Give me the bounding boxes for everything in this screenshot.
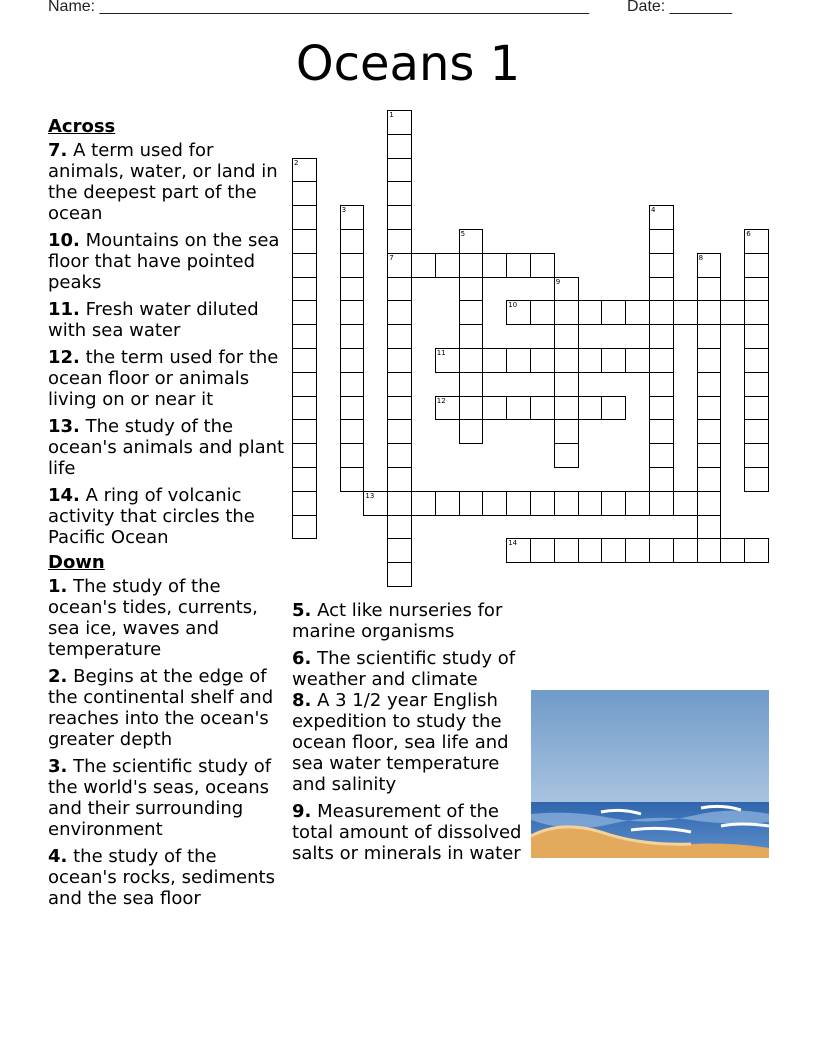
- grid-cell[interactable]: [554, 538, 579, 563]
- clue-number-label: 11: [436, 349, 446, 357]
- grid-cell[interactable]: [649, 229, 674, 254]
- grid-cell[interactable]: [387, 467, 412, 492]
- grid-cell[interactable]: [387, 443, 412, 468]
- grid-cell[interactable]: [649, 467, 674, 492]
- grid-cell[interactable]: [459, 419, 484, 444]
- grid-cell[interactable]: [387, 562, 412, 587]
- grid-cell[interactable]: [387, 419, 412, 444]
- grid-cell[interactable]: [292, 300, 317, 325]
- grid-cell[interactable]: [506, 348, 531, 373]
- grid-cell[interactable]: [363, 491, 388, 516]
- grid-cell[interactable]: [340, 443, 365, 468]
- grid-cell[interactable]: [435, 253, 460, 278]
- grid-cell[interactable]: [411, 253, 436, 278]
- grid-cell[interactable]: [601, 538, 626, 563]
- grid-cell[interactable]: [744, 419, 769, 444]
- grid-cell[interactable]: [578, 396, 603, 421]
- grid-cell[interactable]: [387, 181, 412, 206]
- grid-cell[interactable]: [744, 229, 769, 254]
- clue-number-label: 4: [651, 206, 656, 215]
- grid-cell[interactable]: [506, 538, 531, 563]
- grid-cell[interactable]: [292, 181, 317, 206]
- grid-cell[interactable]: [482, 253, 507, 278]
- grid-cell[interactable]: [601, 396, 626, 421]
- grid-cell[interactable]: [649, 443, 674, 468]
- grid-cell[interactable]: [292, 205, 317, 230]
- grid-cell[interactable]: [292, 372, 317, 397]
- grid-cell[interactable]: [554, 277, 579, 302]
- grid-cell[interactable]: [459, 229, 484, 254]
- grid-cell[interactable]: [673, 300, 698, 325]
- grid-cell[interactable]: [578, 348, 603, 373]
- grid-cell[interactable]: [387, 396, 412, 421]
- grid-cell[interactable]: [744, 253, 769, 278]
- grid-cell[interactable]: [697, 396, 722, 421]
- clue-number-label: 10: [508, 301, 518, 310]
- grid-cell[interactable]: [459, 396, 484, 421]
- grid-cell[interactable]: [697, 300, 722, 325]
- grid-cell[interactable]: [625, 538, 650, 563]
- clue-down-5: 5. Act like nurseries for marine organisms: [292, 600, 503, 642]
- across-heading: Across: [48, 116, 116, 137]
- grid-cell[interactable]: [387, 205, 412, 230]
- clue-down-3: 3. The scientific study of the world's seas, oceans and their surrounding environment: [48, 756, 272, 840]
- grid-cell[interactable]: [673, 491, 698, 516]
- grid-cell[interactable]: [744, 300, 769, 325]
- grid-cell[interactable]: [292, 253, 317, 278]
- date-field[interactable]: Date: _______: [627, 0, 732, 15]
- grid-cell[interactable]: [482, 491, 507, 516]
- grid-cell[interactable]: [697, 348, 722, 373]
- grid-cell[interactable]: [340, 372, 365, 397]
- grid-cell[interactable]: [554, 372, 579, 397]
- grid-cell[interactable]: [720, 300, 745, 325]
- grid-cell[interactable]: [744, 443, 769, 468]
- grid-cell[interactable]: [744, 467, 769, 492]
- grid-cell[interactable]: [340, 324, 365, 349]
- grid-cell[interactable]: [387, 300, 412, 325]
- grid-cell[interactable]: [292, 396, 317, 421]
- grid-cell[interactable]: [554, 300, 579, 325]
- clue-number-label: 1: [389, 111, 394, 119]
- grid-cell[interactable]: [340, 253, 365, 278]
- grid-cell[interactable]: [459, 324, 484, 349]
- grid-cell[interactable]: [697, 443, 722, 468]
- grid-cell[interactable]: [482, 396, 507, 421]
- grid-cell[interactable]: [292, 277, 317, 302]
- grid-cell[interactable]: [554, 324, 579, 349]
- clue-number-label: 6: [746, 230, 751, 238]
- grid-cell[interactable]: [578, 538, 603, 563]
- grid-cell[interactable]: [387, 491, 412, 516]
- grid-cell[interactable]: [459, 372, 484, 397]
- grid-cell[interactable]: [554, 491, 579, 516]
- grid-cell[interactable]: [506, 300, 531, 325]
- grid-cell[interactable]: [649, 372, 674, 397]
- grid-cell[interactable]: [340, 205, 365, 230]
- name-field[interactable]: Name: _______________________________________________________: [48, 0, 589, 15]
- grid-cell[interactable]: [554, 443, 579, 468]
- grid-cell[interactable]: [459, 277, 484, 302]
- grid-cell[interactable]: [673, 538, 698, 563]
- grid-cell[interactable]: [340, 419, 365, 444]
- clue-down-8: 8. A 3 1/2 year English expedition to study the ocean floor, sea life and sea water temperature and salinity: [292, 690, 509, 795]
- grid-cell[interactable]: [435, 396, 460, 421]
- grid-cell[interactable]: [292, 515, 317, 540]
- grid-cell[interactable]: [649, 300, 674, 325]
- grid-cell[interactable]: [292, 467, 317, 492]
- grid-cell[interactable]: [411, 491, 436, 516]
- grid-cell[interactable]: [744, 372, 769, 397]
- grid-cell[interactable]: [554, 396, 579, 421]
- grid-cell[interactable]: [292, 158, 317, 183]
- clue-down-6: 6. The scientific study of weather and climate: [292, 648, 516, 690]
- grid-cell[interactable]: [530, 348, 555, 373]
- clue-across-14: 14. A ring of volcanic activity that circles the Pacific Ocean: [48, 485, 255, 548]
- grid-cell[interactable]: [649, 253, 674, 278]
- grid-cell[interactable]: [649, 538, 674, 563]
- grid-cell[interactable]: [697, 515, 722, 540]
- clue-number-label: 2: [294, 158, 299, 167]
- grid-cell[interactable]: [387, 158, 412, 183]
- grid-cell[interactable]: [340, 300, 365, 325]
- grid-cell[interactable]: [578, 300, 603, 325]
- grid-cell[interactable]: [387, 229, 412, 254]
- clue-number-label: 3: [341, 206, 347, 215]
- grid-cell[interactable]: [340, 467, 365, 492]
- clue-number-label: 12: [436, 396, 446, 405]
- grid-cell[interactable]: [387, 253, 412, 278]
- grid-cell[interactable]: [649, 396, 674, 421]
- grid-cell[interactable]: [649, 491, 674, 516]
- grid-cell[interactable]: [697, 253, 722, 278]
- grid-cell[interactable]: [601, 491, 626, 516]
- clue-across-11: 11. Fresh water diluted with sea water: [48, 299, 259, 341]
- grid-cell[interactable]: [530, 253, 555, 278]
- clue-down-2: 2. Begins at the edge of the continental shelf and reaches into the ocean's greater depth: [48, 666, 274, 750]
- grid-cell[interactable]: [720, 538, 745, 563]
- clue-down-4: 4. the study of the ocean's rocks, sediments and the sea floor: [48, 846, 275, 909]
- grid-cell[interactable]: [697, 538, 722, 563]
- grid-cell[interactable]: [649, 205, 674, 230]
- grid-cell[interactable]: [506, 253, 531, 278]
- grid-cell[interactable]: [601, 300, 626, 325]
- grid-cell[interactable]: [387, 134, 412, 159]
- grid-cell[interactable]: [340, 229, 365, 254]
- grid-cell[interactable]: [387, 372, 412, 397]
- clue-across-10: 10. Mountains on the sea floor that have pointed peaks: [48, 230, 280, 293]
- grid-cell[interactable]: [649, 348, 674, 373]
- clue-down-1: 1. The study of the ocean's tides, currents, sea ice, waves and temperature: [48, 576, 258, 660]
- grid-cell[interactable]: [435, 348, 460, 373]
- grid-cell[interactable]: [697, 419, 722, 444]
- grid-cell[interactable]: [530, 491, 555, 516]
- beach-ocean-illustration: [531, 690, 769, 858]
- grid-cell[interactable]: [340, 396, 365, 421]
- grid-cell[interactable]: [744, 324, 769, 349]
- grid-cell[interactable]: [292, 324, 317, 349]
- clue-down-9: 9. Measurement of the total amount of dissolved salts or minerals in water: [292, 801, 522, 864]
- grid-cell[interactable]: [387, 538, 412, 563]
- clue-number-label: 8: [698, 253, 704, 262]
- grid-cell[interactable]: [601, 348, 626, 373]
- grid-cell[interactable]: [459, 253, 484, 278]
- clue-number-label: 7: [389, 253, 394, 262]
- clue-across-12: 12. the term used for the ocean floor or animals living on or near it: [48, 347, 279, 410]
- grid-cell[interactable]: [530, 300, 555, 325]
- grid-cell[interactable]: [554, 348, 579, 373]
- grid-cell[interactable]: [744, 538, 769, 563]
- grid-cell[interactable]: [340, 277, 365, 302]
- grid-cell[interactable]: [744, 277, 769, 302]
- grid-cell[interactable]: [625, 300, 650, 325]
- grid-cell[interactable]: [625, 491, 650, 516]
- grid-cell[interactable]: [649, 419, 674, 444]
- clues-right: [292, 600, 522, 870]
- grid-cell[interactable]: [506, 491, 531, 516]
- grid-cell[interactable]: [578, 491, 603, 516]
- grid-cell[interactable]: [625, 348, 650, 373]
- grid-cell[interactable]: [530, 396, 555, 421]
- clues-left: [48, 112, 286, 915]
- grid-cell[interactable]: [649, 277, 674, 302]
- clue-number-label: 14: [508, 539, 518, 548]
- grid-cell[interactable]: [292, 491, 317, 516]
- grid-cell[interactable]: [387, 277, 412, 302]
- grid-cell[interactable]: [697, 277, 722, 302]
- grid-cell[interactable]: [292, 348, 317, 373]
- grid-cell[interactable]: [697, 372, 722, 397]
- grid-cell[interactable]: [292, 419, 317, 444]
- grid-cell[interactable]: [697, 324, 722, 349]
- grid-cell[interactable]: [340, 348, 365, 373]
- grid-cell[interactable]: [387, 515, 412, 540]
- grid-cell[interactable]: [387, 348, 412, 373]
- grid-cell[interactable]: [292, 229, 317, 254]
- grid-cell[interactable]: [506, 396, 531, 421]
- down-heading: Down: [48, 552, 105, 573]
- clue-across-13: 13. The study of the ocean's animals and plant life: [48, 416, 285, 479]
- clue-number-label: 13: [365, 491, 375, 500]
- grid-cell[interactable]: [530, 538, 555, 563]
- grid-cell[interactable]: [435, 491, 460, 516]
- grid-cell[interactable]: [459, 348, 484, 373]
- grid-cell[interactable]: [459, 491, 484, 516]
- grid-cell[interactable]: [697, 467, 722, 492]
- grid-cell[interactable]: [649, 324, 674, 349]
- grid-cell[interactable]: [744, 348, 769, 373]
- grid-cell[interactable]: [744, 396, 769, 421]
- grid-cell[interactable]: [387, 110, 412, 135]
- grid-cell[interactable]: [292, 443, 317, 468]
- page-title: Oceans 1: [295, 36, 521, 92]
- clue-across-7: 7. A term used for animals, water, or land in the deepest part of the ocean: [48, 140, 278, 224]
- grid-cell[interactable]: [459, 300, 484, 325]
- clue-number-label: 5: [460, 230, 466, 238]
- grid-cell[interactable]: [697, 491, 722, 516]
- clue-number-label: 9: [555, 277, 561, 286]
- grid-cell[interactable]: [387, 324, 412, 349]
- grid-cell[interactable]: [554, 419, 579, 444]
- grid-cell[interactable]: [482, 348, 507, 373]
